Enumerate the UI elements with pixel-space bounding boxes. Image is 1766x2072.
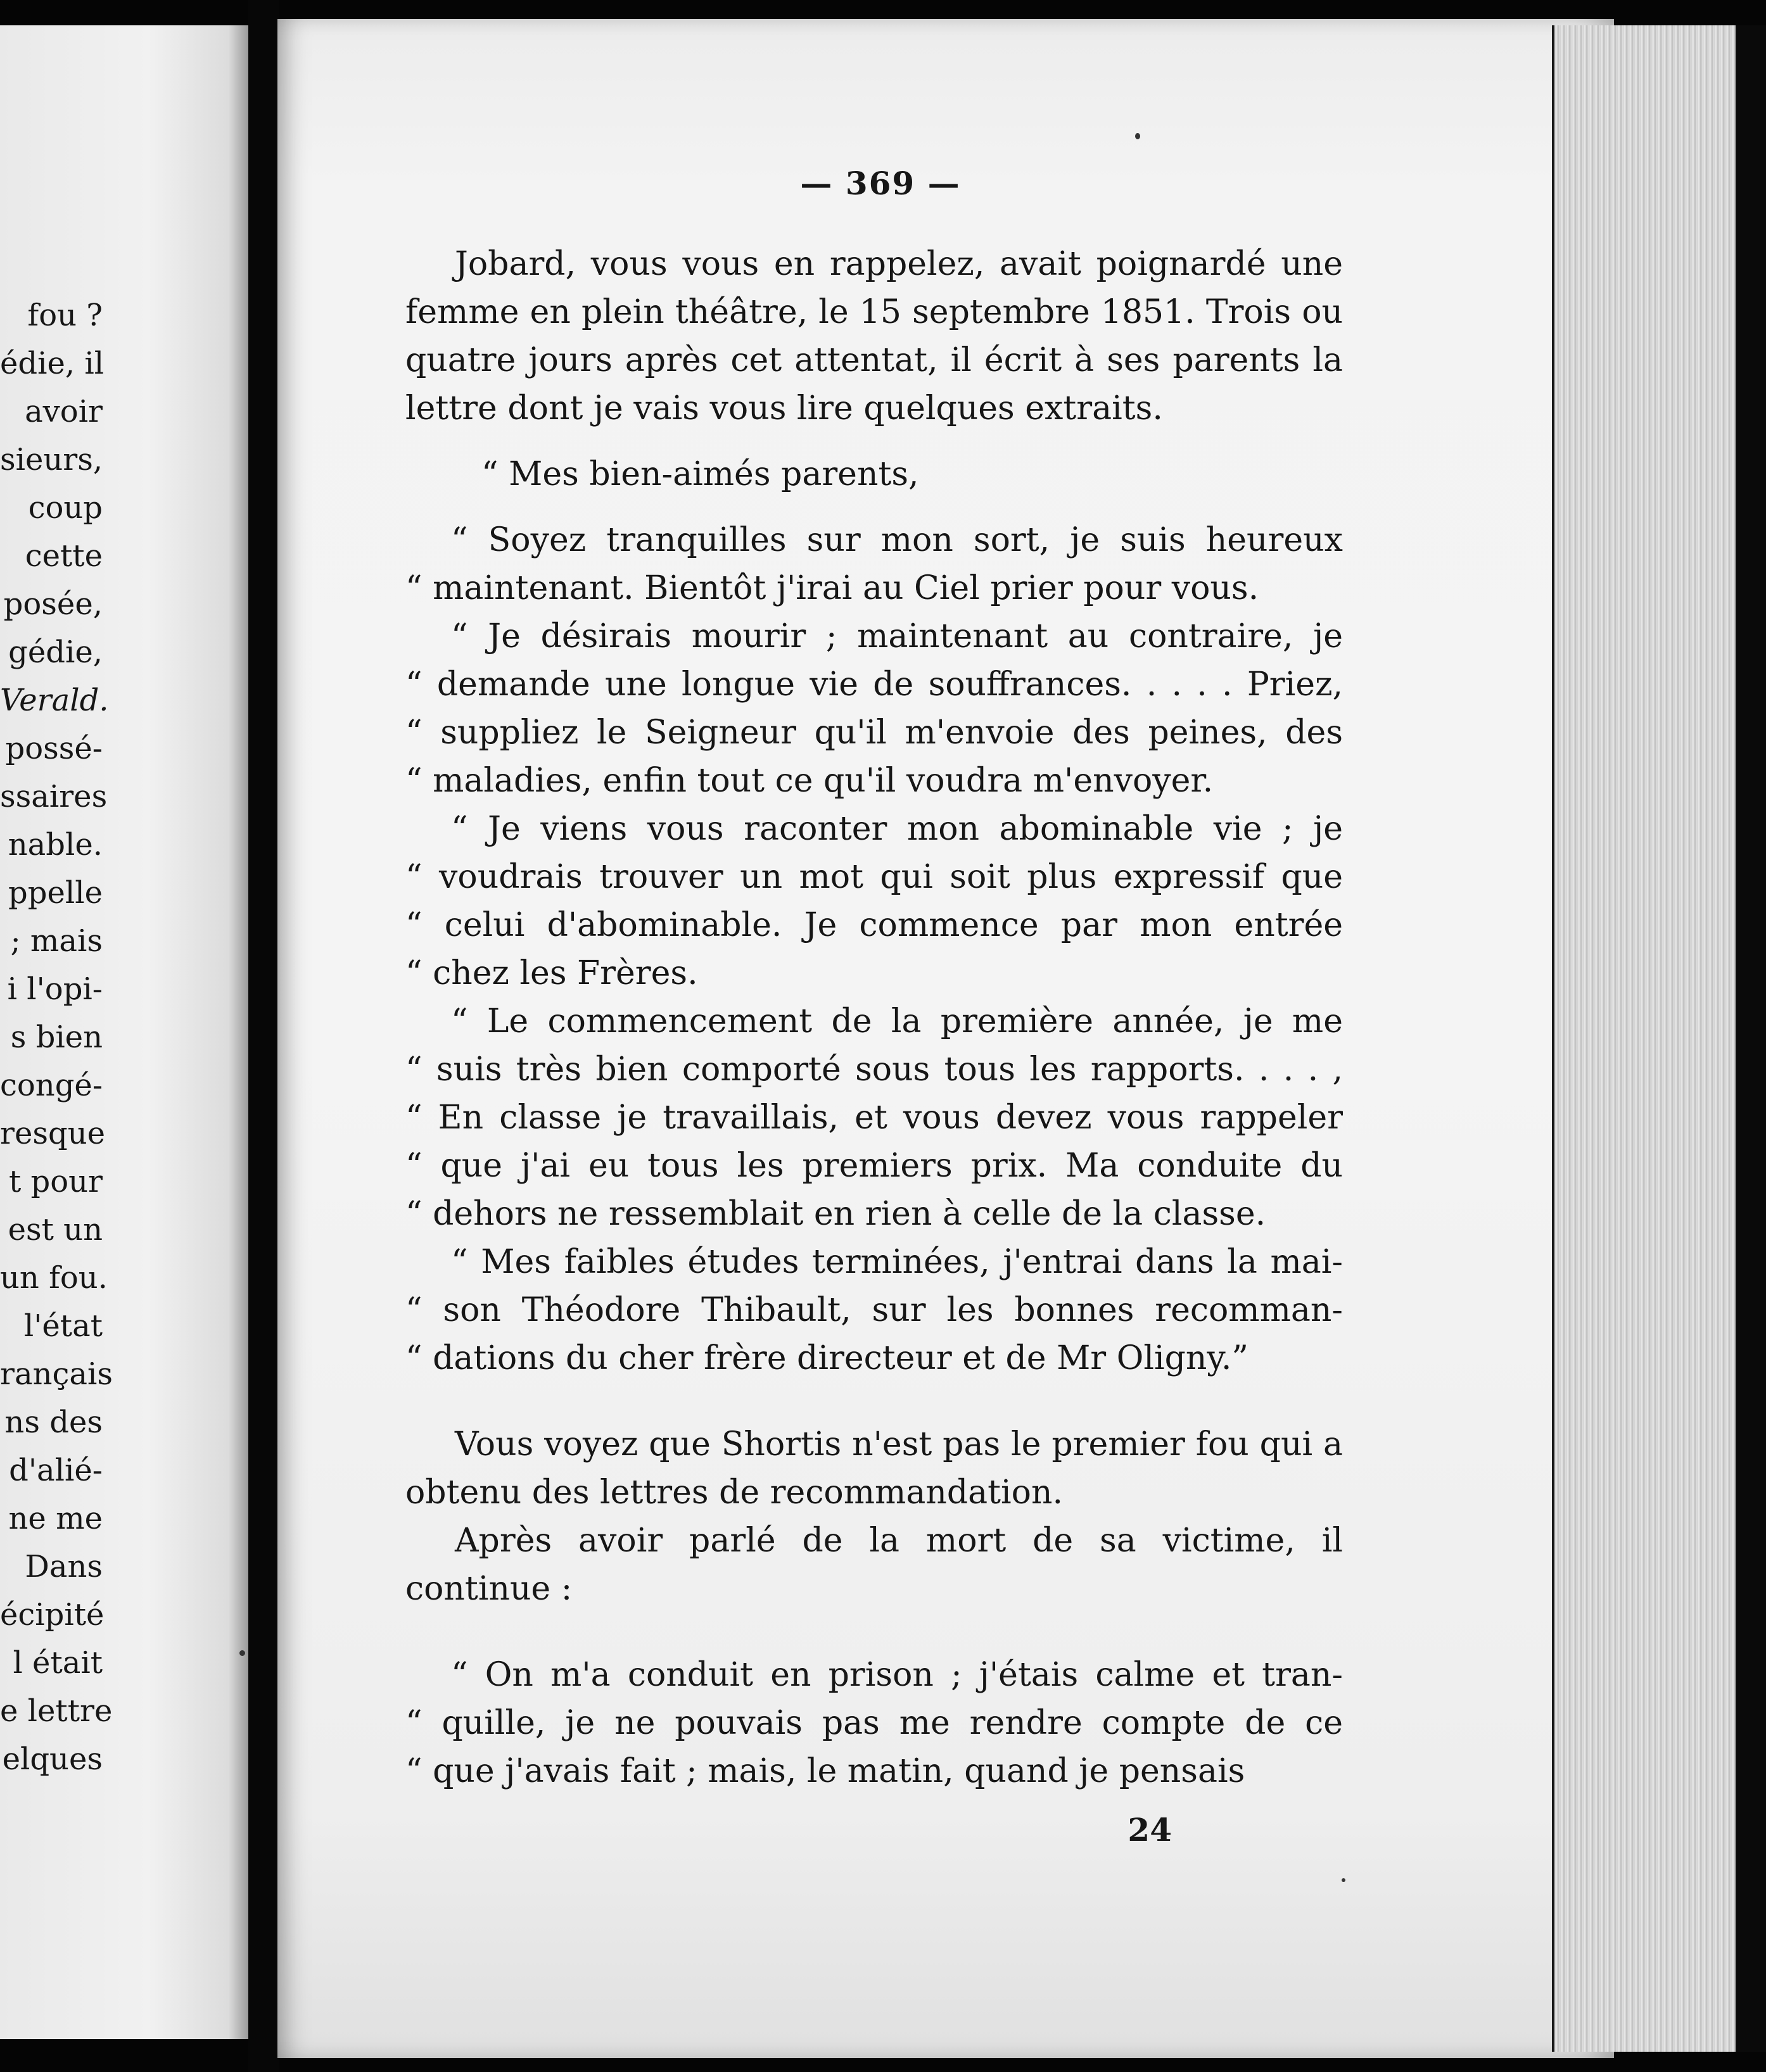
previous-page-line: i l'opi-	[7, 971, 103, 1007]
letter-line: “ Je viens vous raconter mon abominable vie ; je	[451, 810, 1343, 848]
letter-excerpt-2	[405, 1651, 1343, 1795]
letter-line: “ En classe je travaillais, et vous devez vous rappeler	[405, 1099, 1343, 1137]
letter-line: “ Le commencement de la première année, je me	[451, 1002, 1343, 1040]
page-block-edge	[1552, 25, 1744, 2052]
previous-page-line: ; mais	[10, 923, 103, 959]
previous-page-line: ne me	[8, 1501, 103, 1536]
previous-page-line: congé-	[0, 1068, 103, 1103]
letter-line: “ Je désirais mourir ; maintenant au contraire, je	[451, 617, 1343, 655]
previous-page-text	[0, 291, 248, 1783]
previous-page-line: gédie,	[8, 635, 103, 670]
previous-page-line: édie, il	[0, 346, 105, 381]
letter-line: “ Soyez tranquilles sur mon sort, je suis heureux	[451, 521, 1343, 559]
previous-page-line: elques	[2, 1741, 103, 1777]
printer-signature-mark: 24	[1128, 1811, 1172, 1848]
letter-line: “ On m'a conduit en prison ; j'étais calme et tran-	[451, 1656, 1343, 1694]
letter-line: “ maintenant. Bientôt j'irai au Ciel prier pour vous.	[405, 569, 1259, 607]
previous-page-line: Dans	[25, 1549, 103, 1584]
previous-page-line: t pour	[8, 1164, 103, 1199]
commentary-paragraph-2: Après avoir parlé de la mort de sa victime, il continue :	[405, 1522, 1343, 1608]
previous-page	[0, 25, 248, 2039]
previous-page-line: avoir	[25, 394, 103, 429]
commentary-paragraph-1: Vous voyez que Shortis n'est pas le premier fou qui a obtenu des lettres de recommandation.	[405, 1425, 1343, 1512]
previous-page-line: l était	[13, 1645, 103, 1681]
previous-page-line: possé-	[5, 731, 103, 766]
dust-speck	[239, 1650, 245, 1656]
book-gutter	[248, 0, 279, 2072]
previous-page-line: l'état	[23, 1308, 103, 1344]
letter-line: “ suis très bien comporté sous tous les rapports. . . . ,	[405, 1051, 1343, 1089]
previous-page-line: sieurs,	[0, 442, 103, 477]
previous-page-line: un fou.	[0, 1260, 108, 1296]
letter-line: “ celui d'abominable. Je commence par mon entrée	[405, 906, 1343, 944]
intro-paragraph: Jobard, vous vous en rappelez, avait poignardé une femme en plein théâtre, le 15 septembre 1851. Trois ou quatre jours après cet attentat, il écrit à ses parents la lettre dont je vais vous lire quelques extraits.	[405, 245, 1343, 427]
previous-page-line: cette	[25, 538, 103, 574]
previous-page-line: coup	[28, 490, 103, 526]
previous-page-line: d'alié-	[9, 1453, 103, 1488]
letter-line: “ que j'avais fait ; mais, le matin, quand je pensais	[405, 1752, 1245, 1790]
previous-page-line: fou ?	[27, 298, 103, 333]
letter-salutation: “ Mes bien-aimés parents,	[481, 455, 919, 493]
previous-page-line: écipité	[0, 1597, 105, 1633]
previous-page-line: rançais	[0, 1356, 113, 1392]
letter-excerpt-1	[405, 516, 1343, 1382]
previous-page-line: ppelle	[8, 875, 103, 911]
previous-page-line: Verald.	[0, 683, 109, 718]
letter-line: “ dations du cher frère directeur et de Mr Oligny.”	[405, 1339, 1248, 1377]
letter-line: “ chez les Frères.	[405, 954, 698, 992]
previous-page-line: s bien	[10, 1020, 103, 1055]
previous-page-line: e lettre	[0, 1693, 113, 1729]
letter-line: “ quille, je ne pouvais pas me rendre compte de ce	[405, 1704, 1343, 1742]
page-text-block	[405, 165, 1343, 1852]
previous-page-line: est un	[8, 1212, 103, 1248]
letter-line: “ demande une longue vie de souffrances. . . . . Priez,	[405, 666, 1343, 704]
book-cover-edge	[1736, 25, 1766, 2052]
letter-line: “ maladies, enfin tout ce qu'il voudra m'envoyer.	[405, 762, 1214, 800]
previous-page-line: resque	[0, 1116, 106, 1151]
letter-line: “ dehors ne ressemblait en rien à celle de la classe.	[405, 1195, 1266, 1233]
page-number-header: — 369 —	[800, 165, 961, 202]
letter-line: “ que j'ai eu tous les premiers prix. Ma conduite du	[405, 1147, 1343, 1185]
letter-line: “ suppliez le Seigneur qu'il m'envoie des peines, des	[405, 714, 1343, 752]
previous-page-line: ssaires	[0, 779, 108, 814]
previous-page-line: nable.	[8, 827, 103, 862]
letter-line: “ son Théodore Thibault, sur les bonnes recomman-	[405, 1291, 1343, 1329]
dust-speck	[1135, 133, 1140, 139]
dust-speck	[1342, 1878, 1345, 1882]
previous-page-line: ns des	[4, 1405, 103, 1440]
letter-line: “ voudrais trouver un mot qui soit plus expressif que	[405, 858, 1343, 896]
previous-page-line: posée,	[3, 586, 103, 622]
letter-line: “ Mes faibles études terminées, j'entrai dans la mai-	[451, 1243, 1343, 1281]
